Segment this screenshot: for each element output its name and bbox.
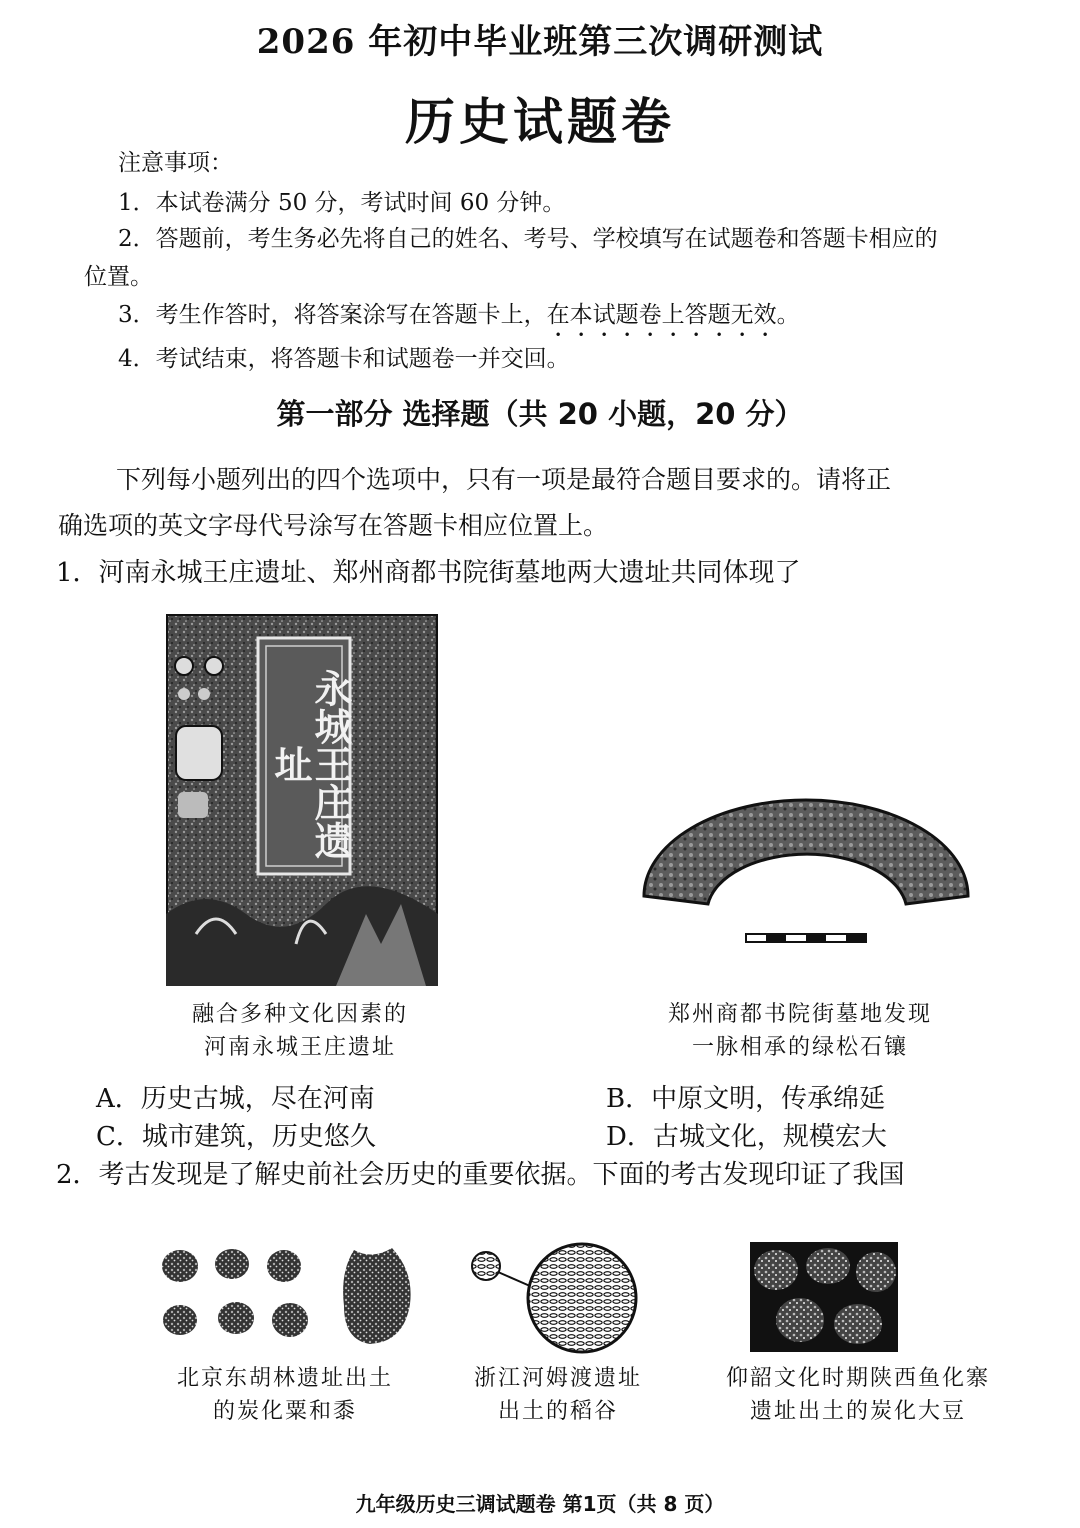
part-one-title: 第一部分 选择题（共 20 小题，20 分） [276, 397, 804, 431]
q1-option-d[interactable]: D．古城文化，规模宏大 [606, 1122, 887, 1152]
carbonized-millet-image [158, 1244, 418, 1348]
q1-image-2-caption-line-2: 一脉相承的绿松石镶 [691, 1035, 908, 1060]
notice-item-3-suffix: 。 [776, 302, 800, 328]
instruction-line-1: 下列每小题列出的四个选项中，只有一项是最符合题目要求的。请将正 [116, 465, 892, 494]
q2-image-3-caption [690, 1362, 1026, 1428]
q1-image-2-caption [630, 998, 970, 1064]
question-2-stem: 2．考古发现是了解史前社会历史的重要依据。下面的考古发现印证了我国 [56, 1160, 905, 1190]
notice-item-2-line-1: 2．答题前，考生务必先将自己的姓名、考号、学校填写在试题卷和答题卡相应的 [118, 226, 938, 252]
plaque-inscription: 永城王庄遗址 [268, 669, 352, 859]
notice-item-4: 4．考试结束，将答题卡和试题卷一并交回。 [118, 346, 570, 372]
q1-image-1-caption [150, 998, 450, 1064]
q2-image-2-caption-line-1: 浙江河姆渡遗址 [473, 1366, 642, 1391]
q1-option-b[interactable]: B．中原文明，传承绵延 [606, 1084, 886, 1114]
q2-image-1-caption [140, 1362, 430, 1428]
instruction-line-2: 确选项的英文字母代号涂写在答题卡相应位置上。 [58, 511, 609, 540]
q2-image-3-caption-line-1: 仰韶文化时期陕西鱼化寨 [725, 1366, 990, 1391]
q1-option-c[interactable]: C．城市建筑，历史悠久 [96, 1122, 376, 1152]
notice-item-1: 1．本试卷满分 50 分，考试时间 60 分钟。 [118, 190, 566, 216]
paper-title: 历史试题卷 [405, 93, 675, 151]
notice-heading: 注意事项： [118, 150, 233, 176]
question-1-stem: 1．河南永城王庄遗址、郑州商都书院街墓地两大遗址共同体现了 [56, 558, 801, 588]
q2-image-2-caption-line-2: 出土的稻谷 [497, 1399, 618, 1424]
notice-item-3-emphasis: 在本试题卷上答题无效 [546, 302, 777, 328]
q1-image-1-caption-line-2: 河南永城王庄遗址 [203, 1035, 396, 1060]
q2-image-1-caption-line-1: 北京东胡林遗址出土 [176, 1366, 393, 1391]
q2-image-3-caption-line-2: 遗址出土的炭化大豆 [749, 1399, 966, 1424]
exam-title: 2026 年初中毕业班第三次调研测试 [256, 22, 824, 62]
q2-image-1-caption-line-2: 的炭化粟和黍 [212, 1399, 357, 1424]
hemudu-rice-image [468, 1242, 644, 1354]
q1-image-2-caption-line-1: 郑州商都书院街墓地发现 [667, 1002, 932, 1027]
turquoise-arc-artifact-image [638, 792, 974, 952]
q1-image-1-caption-line-1: 融合多种文化因素的 [191, 1002, 408, 1027]
notice-item-3-prefix: 3．考生作答时，将答案涂写在答题卡上， [118, 302, 547, 328]
q2-image-2-caption [446, 1362, 670, 1428]
carbonized-soybean-image [750, 1242, 898, 1352]
q1-option-a[interactable]: A．历史古城，尽在河南 [96, 1084, 375, 1114]
page-footer: 九年级历史三调试题卷 第1页（共 8 页） [355, 1492, 725, 1516]
wangzhuang-site-image [166, 614, 438, 986]
notice-item-3 [118, 302, 800, 342]
notice-item-2-line-2: 位置。 [84, 264, 153, 290]
